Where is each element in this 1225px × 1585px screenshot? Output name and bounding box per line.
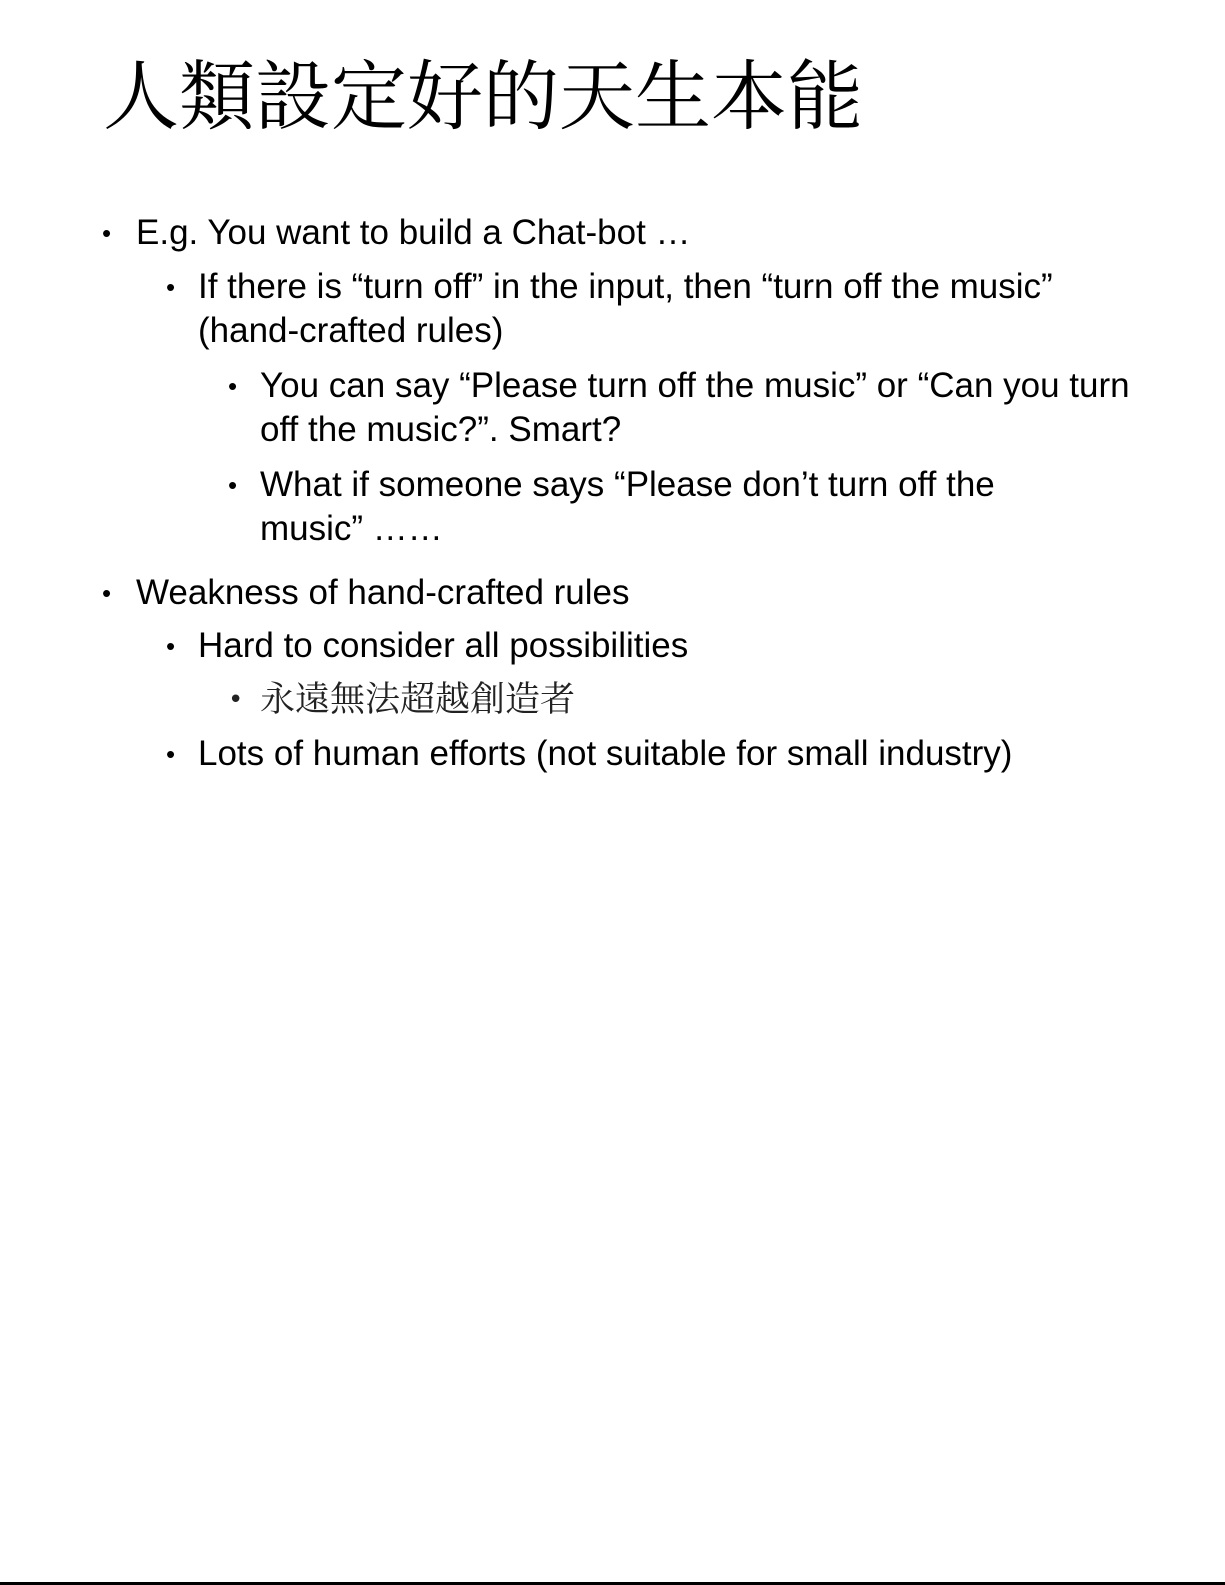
list-item-text: Hard to consider all possibilities: [198, 626, 689, 665]
bullet-icon: •: [166, 272, 176, 302]
bullet-icon: •: [102, 218, 112, 248]
list-item-text: Lots of human efforts (not suitable for small industry): [198, 734, 1013, 773]
list-item-text: If there is “turn off” in the input, then “turn off the music” (hand-crafted rules): [198, 267, 1053, 350]
list-item: [102, 571, 1186, 615]
bullet-icon: •: [228, 371, 238, 401]
list-item: [102, 211, 1186, 255]
list-item-text: Weakness of hand-crafted rules: [136, 573, 630, 612]
bullet-icon: •: [228, 685, 244, 715]
bullet-icon: •: [102, 578, 112, 608]
list-item: [166, 624, 1158, 668]
bullet-icon: •: [166, 631, 176, 661]
list-item-text: You can say “Please turn off the music” or “Can you turn off the music?”. Smart?: [260, 366, 1130, 449]
bullet-icon: •: [228, 470, 238, 500]
list-item: [228, 364, 1160, 452]
bullet-icon: •: [166, 739, 176, 769]
list-item: [166, 265, 1078, 353]
list-item: [228, 678, 1160, 722]
list-item: [228, 463, 1090, 551]
list-item: [166, 732, 1158, 776]
list-item-text: What if someone says “Please don’t turn off the music” ……: [260, 465, 995, 548]
list-item-text: E.g. You want to build a Chat-bot …: [136, 213, 691, 252]
slide-title: 人類設定好的天生本能: [103, 52, 863, 141]
list-item-text: 永遠無法超越創造者: [260, 680, 576, 720]
